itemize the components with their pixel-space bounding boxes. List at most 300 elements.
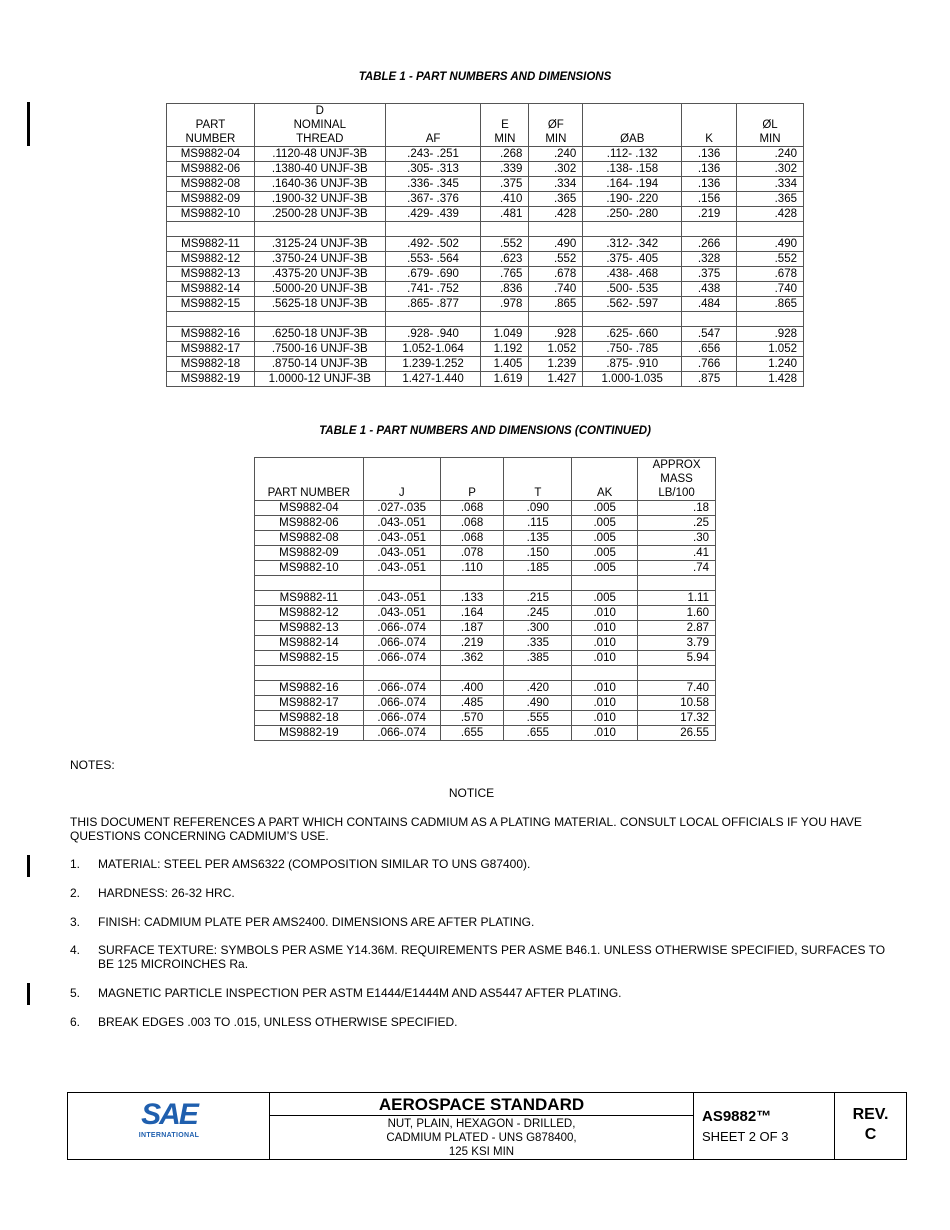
table-cell: MS9882-04 — [167, 147, 255, 162]
table-cell: .005 — [572, 591, 638, 606]
table-cell: .655 — [440, 726, 504, 741]
header-line: J — [398, 487, 405, 499]
table-cell: .066-.074 — [363, 696, 440, 711]
table-row — [167, 342, 804, 357]
table-cell: .1380-40 UNJF-3B — [254, 162, 385, 177]
table-cell: .187 — [440, 621, 504, 636]
table-cell: .138- .158 — [583, 162, 682, 177]
table1-column-header — [682, 104, 737, 147]
table-cell: .010 — [572, 621, 638, 636]
table-cell: .115 — [504, 516, 572, 531]
table-cell: .484 — [682, 297, 737, 312]
notes-heading: NOTES: — [70, 758, 115, 772]
table-cell: .112- .132 — [583, 147, 682, 162]
table-cell: .219 — [682, 207, 737, 222]
table-cell: .485 — [440, 696, 504, 711]
table-cell: .305- .313 — [385, 162, 481, 177]
header-line: AF — [425, 133, 441, 145]
table-cell: MS9882-09 — [167, 192, 255, 207]
table-cell: .312- .342 — [583, 237, 682, 252]
spacer-row — [255, 666, 716, 681]
table-cell: .005 — [572, 501, 638, 516]
revision-bar — [27, 855, 30, 877]
table-cell: .3125-24 UNJF-3B — [254, 237, 385, 252]
table-row — [255, 501, 716, 516]
header-line: MIN — [494, 133, 516, 145]
note-number: 1. — [70, 857, 81, 871]
table-row — [167, 237, 804, 252]
header-line: D — [315, 105, 324, 117]
table-cell: .765 — [481, 267, 529, 282]
table-cell: .043-.051 — [363, 591, 440, 606]
note-text: HARDNESS: 26-32 HRC. — [98, 886, 235, 900]
table-cell: .043-.051 — [363, 606, 440, 621]
table-cell: MS9882-11 — [255, 591, 364, 606]
table-cell: 2.87 — [638, 621, 716, 636]
spacer-cell — [255, 576, 364, 591]
table-cell: .740 — [529, 282, 583, 297]
revision-cell — [835, 1093, 906, 1159]
table-cell: 1.049 — [481, 327, 529, 342]
table-cell: 1.11 — [638, 591, 716, 606]
table-cell: .865 — [737, 297, 804, 312]
table-cell: MS9882-12 — [255, 606, 364, 621]
spacer-row — [167, 222, 804, 237]
table-cell: MS9882-16 — [167, 327, 255, 342]
table1-column-header — [385, 104, 481, 147]
table-cell: .240 — [737, 147, 804, 162]
table-row — [167, 372, 804, 387]
table-row — [167, 267, 804, 282]
table-cell: .266 — [682, 237, 737, 252]
table-cell: .410 — [481, 192, 529, 207]
table-cell: .420 — [504, 681, 572, 696]
header-line: PART — [195, 119, 226, 131]
table-row — [255, 516, 716, 531]
table-cell: .3750-24 UNJF-3B — [254, 252, 385, 267]
spacer-cell — [504, 666, 572, 681]
notice-title: NOTICE — [448, 786, 495, 800]
table-cell: MS9882-06 — [167, 162, 255, 177]
spacer-cell — [363, 576, 440, 591]
table-row — [255, 696, 716, 711]
table-cell: .555 — [504, 711, 572, 726]
table-row — [255, 636, 716, 651]
table1-column-header — [529, 104, 583, 147]
table-cell: .043-.051 — [363, 561, 440, 576]
header-line: MIN — [545, 133, 567, 145]
table-row — [255, 621, 716, 636]
table-cell: .553- .564 — [385, 252, 481, 267]
logo-cell — [68, 1093, 270, 1159]
table-cell: .250- .280 — [583, 207, 682, 222]
table-cell: 3.79 — [638, 636, 716, 651]
table2-column-header — [363, 458, 440, 501]
spacer-cell — [504, 576, 572, 591]
table-cell: .150 — [504, 546, 572, 561]
spacer-cell — [254, 222, 385, 237]
table-cell: .41 — [638, 546, 716, 561]
table-cell: .25 — [638, 516, 716, 531]
table-cell: .215 — [504, 591, 572, 606]
spacer-cell — [529, 312, 583, 327]
table-cell: MS9882-19 — [167, 372, 255, 387]
table-row — [255, 681, 716, 696]
spacer-cell — [385, 222, 481, 237]
table-cell: .010 — [572, 636, 638, 651]
table-cell: .043-.051 — [363, 531, 440, 546]
table-cell: .490 — [529, 237, 583, 252]
table-row — [255, 651, 716, 666]
table-cell: .010 — [572, 651, 638, 666]
table-cell: MS9882-08 — [167, 177, 255, 192]
spacer-cell — [481, 312, 529, 327]
table-cell: .136 — [682, 147, 737, 162]
table-cell: .243- .251 — [385, 147, 481, 162]
table-cell: .164- .194 — [583, 177, 682, 192]
table-row — [167, 327, 804, 342]
table-row — [167, 147, 804, 162]
table-cell: .066-.074 — [363, 636, 440, 651]
table-cell: 1.0000-12 UNJF-3B — [254, 372, 385, 387]
description-line: CADMIUM PLATED - UNS G878400, — [386, 1132, 577, 1144]
table-cell: .438- .468 — [583, 267, 682, 282]
table-cell: .375 — [481, 177, 529, 192]
spacer-cell — [572, 666, 638, 681]
table-cell: .136 — [682, 162, 737, 177]
table-cell: .185 — [504, 561, 572, 576]
table-cell: .010 — [572, 681, 638, 696]
note-number: 3. — [70, 915, 81, 929]
spacer-cell — [737, 222, 804, 237]
revision-bar — [27, 102, 30, 146]
table-row — [255, 606, 716, 621]
sae-logo-subtitle: INTERNATIONAL — [138, 1132, 200, 1139]
table-cell: 1.619 — [481, 372, 529, 387]
table-cell: .078 — [440, 546, 504, 561]
table-cell: .678 — [737, 267, 804, 282]
note-number: 5. — [70, 986, 81, 1000]
table-cell: .1640-36 UNJF-3B — [254, 177, 385, 192]
table-cell: .005 — [572, 561, 638, 576]
table-cell: .625- .660 — [583, 327, 682, 342]
table-cell: .740 — [737, 282, 804, 297]
table-cell: .133 — [440, 591, 504, 606]
header-line: LB/100 — [658, 487, 695, 499]
table-cell: .5000-20 UNJF-3B — [254, 282, 385, 297]
spacer-cell — [440, 666, 504, 681]
table-cell: .492- .502 — [385, 237, 481, 252]
spacer-cell — [255, 666, 364, 681]
table1-column-header — [167, 104, 255, 147]
table1-header-row — [167, 104, 804, 147]
table-cell: .875 — [682, 372, 737, 387]
table-row — [167, 357, 804, 372]
table-cell: .6250-18 UNJF-3B — [254, 327, 385, 342]
table-cell: MS9882-18 — [167, 357, 255, 372]
note-text: FINISH: CADMIUM PLATE PER AMS2400. DIMENSIONS ARE AFTER PLATING. — [98, 915, 535, 929]
table-cell: MS9882-17 — [167, 342, 255, 357]
table2-header-row — [255, 458, 716, 501]
table-cell: .1900-32 UNJF-3B — [254, 192, 385, 207]
note-text: BREAK EDGES .003 TO .015, UNLESS OTHERWISE SPECIFIED. — [98, 1015, 458, 1029]
header-line: APPROX — [652, 459, 701, 471]
table-cell: .005 — [572, 546, 638, 561]
table-cell: .656 — [682, 342, 737, 357]
table-cell: .865- .877 — [385, 297, 481, 312]
table-cell: .552 — [529, 252, 583, 267]
table-cell: 7.40 — [638, 681, 716, 696]
table-cell: .339 — [481, 162, 529, 177]
part-description — [270, 1117, 693, 1159]
table-cell: MS9882-09 — [255, 546, 364, 561]
header-line: MASS — [660, 473, 693, 485]
header-line: ØAB — [620, 133, 645, 145]
header-line: MIN — [759, 133, 781, 145]
revision-value: C — [864, 1126, 877, 1143]
spacer-cell — [682, 222, 737, 237]
table-cell: .302 — [737, 162, 804, 177]
spacer-cell — [529, 222, 583, 237]
table-cell: .428 — [737, 207, 804, 222]
table-row — [255, 591, 716, 606]
table-row — [255, 531, 716, 546]
spacer-cell — [440, 576, 504, 591]
table-cell: .066-.074 — [363, 651, 440, 666]
table-cell: .5625-18 UNJF-3B — [254, 297, 385, 312]
table-cell: .552 — [737, 252, 804, 267]
header-line: ØL — [762, 119, 778, 131]
table-cell: .74 — [638, 561, 716, 576]
table-row — [255, 711, 716, 726]
table-cell: MS9882-06 — [255, 516, 364, 531]
table-cell: 1.60 — [638, 606, 716, 621]
note-text: SURFACE TEXTURE: SYMBOLS PER ASME Y14.36M. REQUIREMENTS PER ASME B46.1. UNLESS OTHERWISE SPECIFIED, SURFACES TO BE 125 MICROINCHES Ra. — [98, 943, 886, 971]
spacer-row — [255, 576, 716, 591]
doc-number-cell — [694, 1093, 835, 1159]
table-cell: .875- .910 — [583, 357, 682, 372]
table-cell: .8750-14 UNJF-3B — [254, 357, 385, 372]
table-row — [167, 297, 804, 312]
table-cell: .4375-20 UNJF-3B — [254, 267, 385, 282]
table-cell: .438 — [682, 282, 737, 297]
table-cell: .570 — [440, 711, 504, 726]
table-cell: .245 — [504, 606, 572, 621]
header-line: ØF — [547, 119, 564, 131]
table-cell: MS9882-14 — [167, 282, 255, 297]
table-cell: .679- .690 — [385, 267, 481, 282]
table-cell: .365 — [529, 192, 583, 207]
description-line: NUT, PLAIN, HEXAGON - DRILLED, — [387, 1118, 576, 1130]
table-cell: .928 — [737, 327, 804, 342]
table-cell: .005 — [572, 531, 638, 546]
table2-column-header — [504, 458, 572, 501]
header-line: THREAD — [296, 133, 344, 145]
description-line: 125 KSI MIN — [448, 1146, 515, 1158]
table-cell: .429- .439 — [385, 207, 481, 222]
table-cell: 1.427-1.440 — [385, 372, 481, 387]
table-cell: .836 — [481, 282, 529, 297]
table-cell: 1.052 — [737, 342, 804, 357]
spacer-cell — [682, 312, 737, 327]
table2 — [254, 457, 716, 741]
spacer-cell — [638, 666, 716, 681]
table-cell: .400 — [440, 681, 504, 696]
table-cell: 1.405 — [481, 357, 529, 372]
spacer-cell — [572, 576, 638, 591]
table-cell: MS9882-08 — [255, 531, 364, 546]
table-cell: 1.192 — [481, 342, 529, 357]
table-cell: .1120-48 UNJF-3B — [254, 147, 385, 162]
table-cell: .010 — [572, 711, 638, 726]
table-cell: .010 — [572, 606, 638, 621]
spacer-cell — [583, 222, 682, 237]
table-cell: .750- .785 — [583, 342, 682, 357]
header-line: P — [468, 487, 476, 499]
sheet-number: SHEET 2 OF 3 — [702, 1129, 789, 1144]
table-cell: MS9882-04 — [255, 501, 364, 516]
header-line: NUMBER — [185, 133, 236, 145]
table-cell: .18 — [638, 501, 716, 516]
table-cell: .678 — [529, 267, 583, 282]
table-cell: MS9882-13 — [255, 621, 364, 636]
table-cell: .027-.035 — [363, 501, 440, 516]
sae-logo-mark: SAE — [141, 1098, 197, 1131]
table-cell: .336- .345 — [385, 177, 481, 192]
table-cell: 1.052-1.064 — [385, 342, 481, 357]
table-row — [167, 162, 804, 177]
title-cell — [270, 1093, 694, 1159]
table-cell: .623 — [481, 252, 529, 267]
table2-column-header — [440, 458, 504, 501]
table2-caption: TABLE 1 - PART NUMBERS AND DIMENSIONS (CONTINUED) — [319, 425, 651, 437]
table1-column-header — [737, 104, 804, 147]
table-cell: .928- .940 — [385, 327, 481, 342]
table-cell: 1.052 — [529, 342, 583, 357]
table1-column-header — [254, 104, 385, 147]
table-cell: .068 — [440, 531, 504, 546]
table-cell: .562- .597 — [583, 297, 682, 312]
note-number: 6. — [70, 1015, 81, 1029]
header-line: NOMINAL — [293, 119, 346, 131]
table-row — [167, 192, 804, 207]
table2-column-header — [638, 458, 716, 501]
table-cell: .385 — [504, 651, 572, 666]
note-text: MAGNETIC PARTICLE INSPECTION PER ASTM E1444/E1444M AND AS5447 AFTER PLATING. — [98, 986, 622, 1000]
table-cell: 17.32 — [638, 711, 716, 726]
header-line: T — [534, 487, 542, 499]
spacer-cell — [167, 222, 255, 237]
table-cell: 1.239 — [529, 357, 583, 372]
table-row — [167, 252, 804, 267]
spacer-row — [167, 312, 804, 327]
note-number: 4. — [70, 943, 81, 957]
table-cell: .135 — [504, 531, 572, 546]
table-cell: .068 — [440, 516, 504, 531]
table-cell: .30 — [638, 531, 716, 546]
table-cell: MS9882-14 — [255, 636, 364, 651]
table-cell: .328 — [682, 252, 737, 267]
table-cell: MS9882-19 — [255, 726, 364, 741]
revision-label: REV. — [852, 1106, 889, 1123]
table-cell: .066-.074 — [363, 711, 440, 726]
header-line: E — [501, 119, 509, 131]
table-row — [255, 546, 716, 561]
table-cell: MS9882-10 — [255, 561, 364, 576]
table-cell: MS9882-16 — [255, 681, 364, 696]
table1 — [166, 103, 804, 387]
table-cell: MS9882-18 — [255, 711, 364, 726]
table-cell: .219 — [440, 636, 504, 651]
table-cell: .928 — [529, 327, 583, 342]
table-cell: .334 — [529, 177, 583, 192]
header-line: PART NUMBER — [267, 487, 351, 499]
table-cell: .335 — [504, 636, 572, 651]
table-row — [167, 177, 804, 192]
table-cell: .300 — [504, 621, 572, 636]
table1-column-header — [583, 104, 682, 147]
notice-text: THIS DOCUMENT REFERENCES A PART WHICH CONTAINS CADMIUM AS A PLATING MATERIAL. CONSULT LOCAL OFFICIALS IF YOU HAVE QUESTIONS CONCERNING CADMIUM’S USE. — [70, 815, 862, 843]
header-line: K — [705, 133, 713, 145]
table-cell: .190- .220 — [583, 192, 682, 207]
table-row — [167, 282, 804, 297]
table-cell: .375 — [682, 267, 737, 282]
table-cell: 1.427 — [529, 372, 583, 387]
table-cell: .500- .535 — [583, 282, 682, 297]
table-cell: .043-.051 — [363, 516, 440, 531]
table-cell: 5.94 — [638, 651, 716, 666]
note-number: 2. — [70, 886, 81, 900]
doc-number: AS9882™ — [702, 1108, 772, 1125]
spacer-cell — [583, 312, 682, 327]
spacer-cell — [638, 576, 716, 591]
table-cell: .066-.074 — [363, 621, 440, 636]
table-cell: .7500-16 UNJF-3B — [254, 342, 385, 357]
title-block — [67, 1092, 907, 1160]
table-cell: MS9882-12 — [167, 252, 255, 267]
table-cell: 10.58 — [638, 696, 716, 711]
table-cell: .090 — [504, 501, 572, 516]
spacer-cell — [363, 666, 440, 681]
table-row — [255, 726, 716, 741]
table-cell: .010 — [572, 726, 638, 741]
table2-column-header — [255, 458, 364, 501]
table-cell: .136 — [682, 177, 737, 192]
table-cell: .164 — [440, 606, 504, 621]
header-line: AK — [597, 487, 613, 499]
table-cell: 1.239-1.252 — [385, 357, 481, 372]
spacer-cell — [167, 312, 255, 327]
table-cell: .547 — [682, 327, 737, 342]
table-cell: MS9882-13 — [167, 267, 255, 282]
table-cell: MS9882-15 — [255, 651, 364, 666]
table-cell: .552 — [481, 237, 529, 252]
table-cell: 1.240 — [737, 357, 804, 372]
table-cell: .005 — [572, 516, 638, 531]
table-cell: .156 — [682, 192, 737, 207]
table-cell: .043-.051 — [363, 546, 440, 561]
table-cell: .481 — [481, 207, 529, 222]
spacer-cell — [481, 222, 529, 237]
table2-column-header — [572, 458, 638, 501]
table-row — [255, 561, 716, 576]
table-cell: .2500-28 UNJF-3B — [254, 207, 385, 222]
table-cell: MS9882-15 — [167, 297, 255, 312]
spacer-cell — [385, 312, 481, 327]
table-cell: .334 — [737, 177, 804, 192]
sae-logo — [136, 1099, 202, 1140]
spacer-cell — [254, 312, 385, 327]
